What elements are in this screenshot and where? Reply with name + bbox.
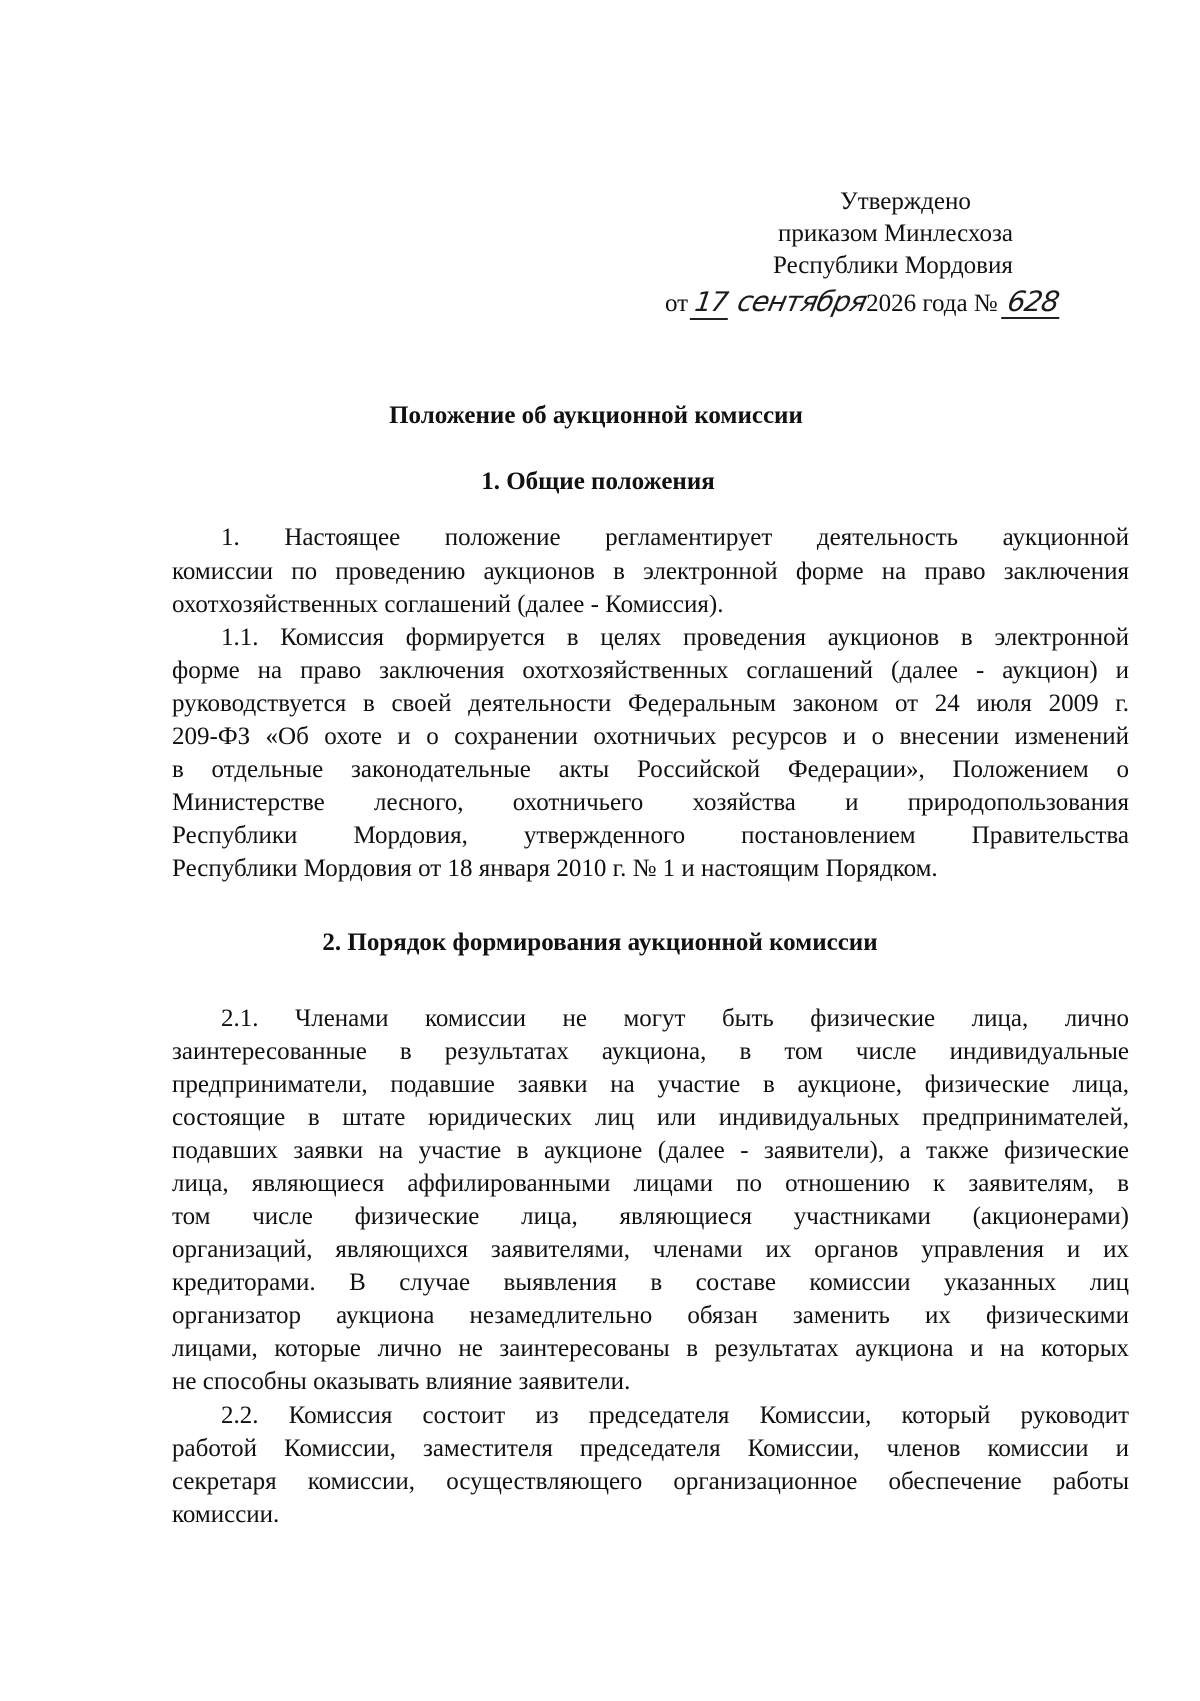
text-line: лицами, которые лично не заинтересованы в результатах аукциона и на которых (172, 1335, 1129, 1362)
approval-date-line (665, 286, 1062, 320)
text-line: 209-ФЗ «Об охоте и о сохранении охотничьих ресурсов и о внесении изменений (172, 723, 1129, 750)
text-line: секретаря комиссии, осуществляющего организационное обеспечение работы (172, 1468, 1129, 1495)
text-line: комиссии по проведению аукционов в электронной форме на право заключения (172, 558, 1129, 585)
handwritten-day: 17 (690, 287, 733, 320)
text-line: в отдельные законодательные акты Российской Федерации», Положением о (172, 756, 1129, 783)
approval-line-order: приказом Минлесхоза (778, 220, 1013, 247)
text-line: комиссии. (172, 1501, 280, 1528)
approval-line-republic: Республики Мордовия (773, 252, 1013, 279)
handwritten-order-number: 628 (1001, 286, 1065, 319)
text-line: предприниматели, подавшие заявки на участие в аукционе, физические лица, (172, 1071, 1129, 1098)
text-line: 1.1. Комиссия формируется в целях проведения аукционов в электронной (221, 624, 1129, 651)
approval-line-approved: Утверждено (840, 188, 971, 215)
text-line: организатор аукциона незамедлительно обязан заменить их физическими (172, 1302, 1129, 1329)
text-line: состоящие в штате юридических лиц или индивидуальных предпринимателей, (172, 1104, 1129, 1131)
text-line: заинтересованные в результатах аукциона, в том числе индивидуальные (172, 1038, 1129, 1065)
date-prefix: от (665, 290, 689, 317)
text-line: организаций, являющихся заявителями, членами их органов управления и их (172, 1236, 1129, 1263)
text-line: руководствуется в своей деятельности Федеральным законом от 24 июля 2009 г. (172, 690, 1129, 717)
text-line: 1. Настоящее положение регламентирует деятельность аукционной (221, 524, 1129, 551)
handwritten-month: сентября (734, 285, 870, 318)
text-line: том числе физические лица, являющиеся участниками (акционерами) (172, 1203, 1129, 1230)
text-line: 2.2. Комиссия состоит из председателя Комиссии, который руководит (221, 1402, 1129, 1429)
text-line: форме на право заключения охотхозяйственных соглашений (далее - аукцион) и (172, 657, 1129, 684)
section-1-heading: 1. Общие положения (481, 468, 715, 495)
text-line: охотхозяйственных соглашений (далее - Комиссия). (172, 591, 724, 618)
text-line: Республики Мордовия от 18 января 2010 г. № 1 и настоящим Порядком. (172, 855, 938, 882)
document-title: Положение об аукционной комиссии (389, 402, 803, 429)
text-line: 2.1. Членами комиссии не могут быть физические лица, лично (221, 1005, 1129, 1032)
text-line: работой Комиссии, заместителя председателя Комиссии, членов комиссии и (172, 1435, 1129, 1462)
text-line: лица, являющиеся аффилированными лицами по отношению к заявителям, в (172, 1170, 1129, 1197)
section-2-heading: 2. Порядок формирования аукционной комиссии (322, 929, 878, 956)
date-year-and-number-label: 2026 года № (866, 290, 998, 317)
text-line: кредиторами. В случае выявления в составе комиссии указанных лиц (172, 1269, 1129, 1296)
text-line: Министерстве лесного, охотничьего хозяйства и природопользования (172, 789, 1129, 816)
text-line: подавших заявки на участие в аукционе (далее - заявители), а также физические (172, 1137, 1129, 1164)
text-line: не способны оказывать влияние заявители. (172, 1368, 631, 1395)
text-line: Республики Мордовия, утвержденного постановлением Правительства (172, 822, 1129, 849)
